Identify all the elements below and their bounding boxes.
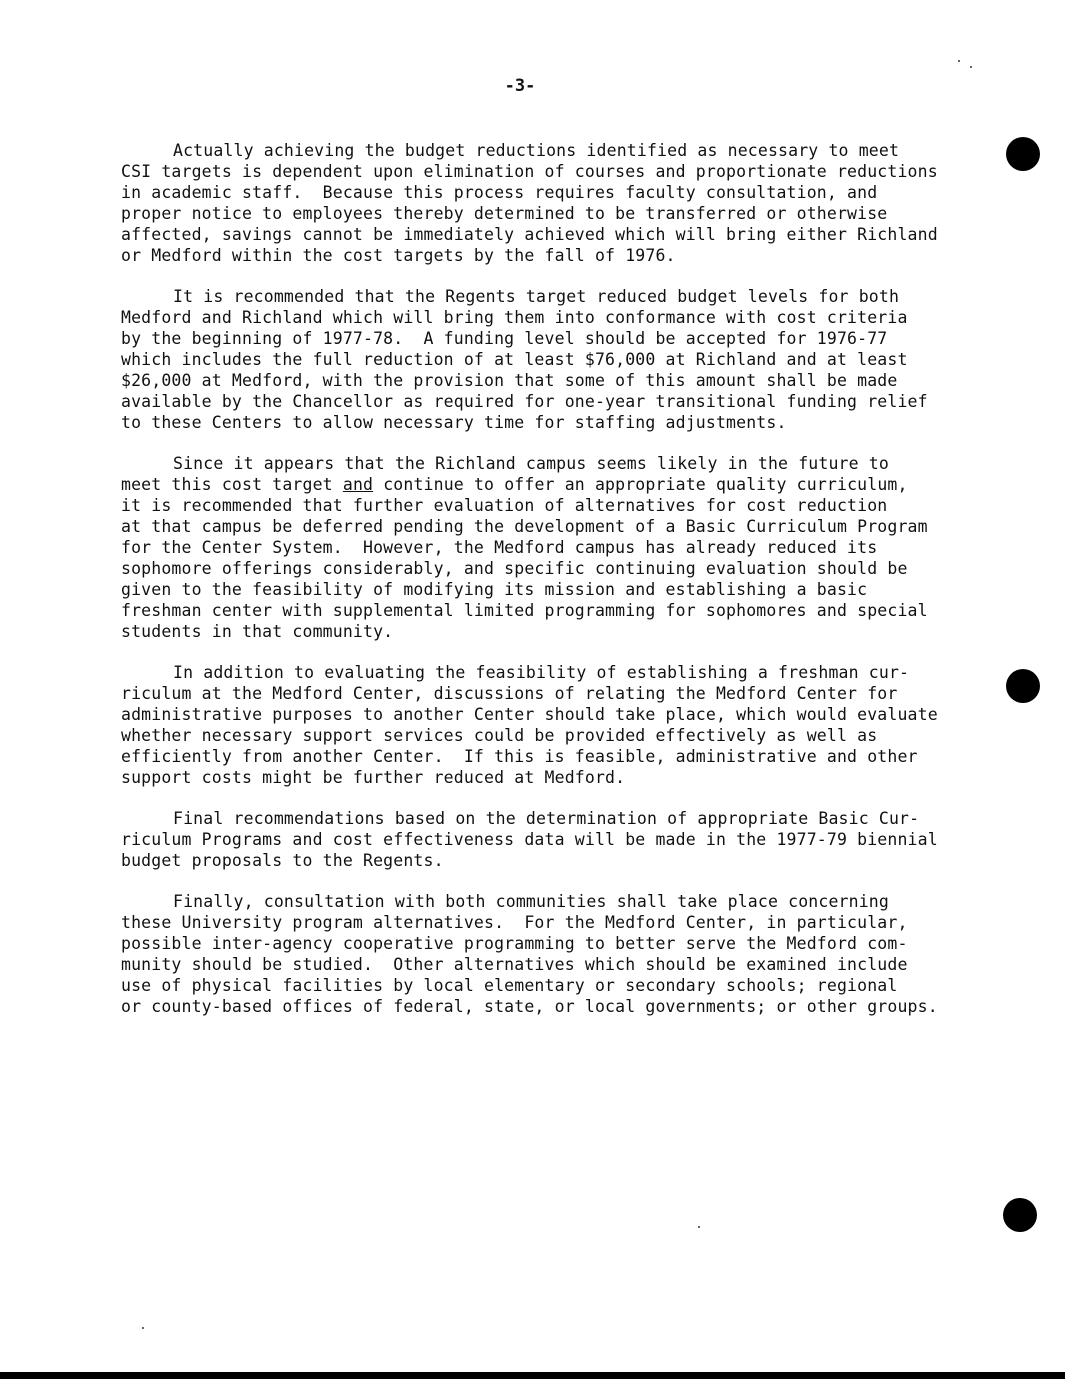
text-line: given to the feasibility of modifying its mission and establishing a basic bbox=[121, 580, 868, 599]
paragraph-community-consultation bbox=[121, 891, 981, 1017]
text-line: munity should be studied. Other alternatives which should be examined include bbox=[121, 955, 908, 974]
text-line: It is recommended that the Regents target reduced budget levels for both bbox=[173, 287, 900, 306]
text-line: or Medford within the cost targets by the fall of 1976. bbox=[121, 246, 676, 265]
text-line: Actually achieving the budget reductions identified as necessary to meet bbox=[173, 141, 900, 160]
text-line: available by the Chancellor as required for one-year transitional funding relief bbox=[121, 392, 928, 411]
text-segment: meet this cost target bbox=[121, 475, 343, 494]
text-line: use of physical facilities by local elementary or secondary schools; regional bbox=[121, 976, 898, 995]
text-line: sophomore offerings considerably, and specific continuing evaluation should be bbox=[121, 559, 908, 578]
text-line: efficiently from another Center. If this is feasible, administrative and other bbox=[121, 747, 918, 766]
text-line: Finally, consultation with both communities shall take place concerning bbox=[173, 892, 889, 911]
text-line: Final recommendations based on the determination of appropriate Basic Cur- bbox=[173, 809, 920, 828]
memo-body bbox=[121, 140, 981, 1037]
text-line: riculum Programs and cost effectiveness data will be made in the 1977-79 biennial bbox=[121, 830, 938, 849]
text-line: whether necessary support services could be provided effectively as well as bbox=[121, 726, 878, 745]
paragraph-final-recommendations bbox=[121, 808, 981, 871]
text-line: possible inter-agency cooperative programming to better serve the Medford com- bbox=[121, 934, 908, 953]
text-line: Since it appears that the Richland campus seems likely in the future to bbox=[173, 454, 889, 473]
text-line: proper notice to employees thereby determined to be transferred or otherwise bbox=[121, 204, 888, 223]
text-line: support costs might be further reduced at Medford. bbox=[121, 768, 626, 787]
punch-hole-bottom bbox=[1003, 1198, 1037, 1232]
punch-hole-middle bbox=[1006, 669, 1040, 703]
paragraph-budget-reductions bbox=[121, 140, 981, 266]
text-line: freshman center with supplemental limited programming for sophomores and special bbox=[121, 601, 928, 620]
text-line: CSI targets is dependent upon elimination of courses and proportionate reductions bbox=[121, 162, 938, 181]
text-line: to these Centers to allow necessary time for staffing adjustments. bbox=[121, 413, 787, 432]
scan-speck bbox=[142, 1327, 144, 1329]
paragraph-regents-recommendation bbox=[121, 286, 981, 433]
text-line: affected, savings cannot be immediately achieved which will bring either Richland bbox=[121, 225, 938, 244]
text-line: for the Center System. However, the Medford campus has already reduced its bbox=[121, 538, 878, 557]
punch-hole-top bbox=[1006, 137, 1040, 171]
scan-bottom-edge bbox=[0, 1372, 1065, 1379]
text-line: Medford and Richland which will bring them into conformance with cost criteria bbox=[121, 308, 908, 327]
text-line: these University program alternatives. For the Medford Center, in particular, bbox=[121, 913, 908, 932]
text-line: In addition to evaluating the feasibility of establishing a freshman cur- bbox=[173, 663, 910, 682]
text-line: $26,000 at Medford, with the provision that some of this amount shall be made bbox=[121, 371, 898, 390]
text-line: riculum at the Medford Center, discussions of relating the Medford Center for bbox=[121, 684, 898, 703]
text-segment: continue to offer an appropriate quality curriculum, bbox=[373, 475, 908, 494]
underlined-word: and bbox=[342, 475, 374, 494]
scan-speck bbox=[970, 66, 972, 68]
text-line: by the beginning of 1977-78. A funding level should be accepted for 1976-77 bbox=[121, 329, 888, 348]
scan-speck bbox=[698, 1226, 700, 1228]
text-line: budget proposals to the Regents. bbox=[121, 851, 444, 870]
text-line: which includes the full reduction of at least $76,000 at Richland and at least bbox=[121, 350, 908, 369]
text-line: it is recommended that further evaluation of alternatives for cost reduction bbox=[121, 496, 888, 515]
text-line: or county-based offices of federal, state, or local governments; or other groups. bbox=[121, 997, 938, 1016]
text-line: in academic staff. Because this process requires faculty consultation, and bbox=[121, 183, 878, 202]
paragraph-richland-campus bbox=[121, 453, 981, 642]
scan-speck bbox=[958, 60, 960, 62]
page-number: -3- bbox=[504, 76, 536, 96]
text-line: students in that community. bbox=[121, 622, 394, 641]
paragraph-medford-freshman bbox=[121, 662, 981, 788]
text-line: administrative purposes to another Center should take place, which would evaluate bbox=[121, 705, 938, 724]
text-line bbox=[121, 474, 981, 495]
text-line: at that campus be deferred pending the development of a Basic Curriculum Program bbox=[121, 517, 928, 536]
